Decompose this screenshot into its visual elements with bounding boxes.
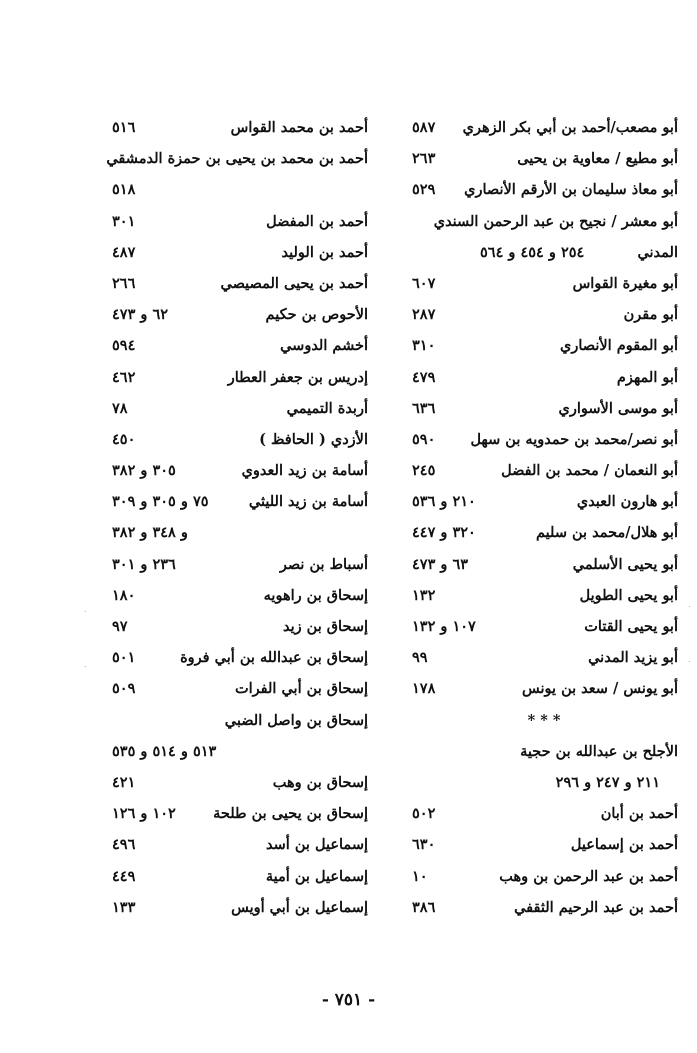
index-entry: [410, 206, 678, 237]
entry-name: أبو هلال/محمد بن سليم: [536, 524, 678, 542]
entry-pages: ٤٥٠: [112, 430, 136, 448]
entry-pages: ٤٤٩: [112, 867, 136, 885]
index-entry: [110, 705, 368, 736]
entry-name: أربدة التميمي: [286, 399, 368, 417]
index-entry: [410, 143, 678, 174]
entry-name: أسامة بن زيد الليثي: [248, 493, 368, 511]
index-entry: [110, 642, 368, 673]
entry-name: أبو مغيرة القواس: [572, 274, 678, 292]
entry-name: أسباط بن نصر: [279, 555, 368, 573]
entry-pages: ١٧٨: [412, 680, 436, 698]
index-entry: [410, 299, 678, 330]
index-entry: [410, 861, 678, 892]
entry-name: أسامة بن زيد العدوي: [241, 462, 368, 480]
entry-name: أبو نصر/محمد بن حمدويه بن سهل: [470, 430, 678, 448]
index-entry: [110, 206, 368, 237]
index-entry: [110, 330, 368, 361]
index-entry: [110, 112, 368, 143]
entry-pages: ٥٩٤: [112, 337, 136, 355]
index-entry: [110, 798, 368, 829]
index-entry: [110, 424, 368, 455]
entry-name: أحمد بن المفضل: [266, 212, 368, 230]
entry-name: أبو المهزم: [616, 368, 678, 386]
index-entry: [110, 455, 368, 486]
index-entry: [410, 486, 678, 517]
entry-name: أحمد بن إسماعيل: [570, 836, 678, 854]
entry-name: أحمد بن محمد بن يحيى بن حمزة الدمشقي: [106, 150, 368, 168]
index-entry: [106, 143, 368, 174]
entry-name: أبو يونس / سعد بن يونس: [521, 680, 678, 698]
index-entry-continuation: [110, 736, 368, 767]
entry-name: إسحاق بن عبدالله بن أبي فروة: [180, 649, 368, 667]
index-entry: [110, 362, 368, 393]
section-separator: [410, 705, 678, 736]
index-entry-continuation: [110, 517, 368, 548]
entry-pages: ٥٢٩: [412, 181, 436, 199]
entry-pages: ٥١٣ و ٥١٤ و ٥٣٥: [112, 742, 217, 760]
scan-speck: .: [84, 605, 87, 614]
index-entry: [410, 736, 678, 767]
entry-name: أبو يحيى الطويل: [579, 586, 678, 604]
right-index-column: [410, 112, 678, 923]
entry-pages: ١٨٠: [112, 586, 136, 604]
index-entry: [410, 455, 678, 486]
entry-pages: ٤٨٧: [112, 243, 136, 261]
entry-pages: ١٣٢: [412, 586, 436, 604]
entry-name: الأزدي ( الحافظ ): [259, 430, 368, 448]
entry-pages: ٢١٠ و ٥٣٦: [412, 493, 476, 511]
index-entry: [410, 549, 678, 580]
separator-stars: * * *: [527, 711, 561, 729]
entry-name: أبو يزيد المدني: [588, 649, 678, 667]
entry-pages: ٦٣٠: [412, 836, 436, 854]
entry-pages: ٩٩: [412, 649, 428, 667]
entry-name: إسحاق بن راهويه: [263, 586, 368, 604]
entry-pages: ٣٠٥ و ٣٨٢: [112, 462, 176, 480]
entry-pages: ٤٢١: [112, 773, 136, 791]
index-entry: [410, 580, 678, 611]
index-entry: [410, 237, 678, 268]
entry-name: أبو هارون العبدي: [576, 493, 678, 511]
entry-name: أبو يحيى القتات: [584, 618, 678, 635]
index-entry: [110, 268, 368, 299]
entry-name: أبو موسى الأسواري: [558, 399, 678, 417]
entry-pages: ١٠٧ و ١٣٢: [412, 618, 476, 635]
entry-pages: ٥٩٠: [412, 430, 436, 448]
entry-pages: ٦٠٧: [412, 274, 436, 292]
index-entry: [110, 829, 368, 860]
entry-pages: ٧٥ و ٣٠٥ و ٣٠٩: [112, 493, 209, 511]
entry-pages: ٦٣ و ٤٧٣: [412, 555, 469, 573]
entry-name: أحمد بن محمد القواس: [230, 119, 368, 136]
entry-name: المدني: [637, 243, 678, 261]
left-index-column: [106, 112, 368, 923]
index-entry: [410, 829, 678, 860]
index-entry: [110, 299, 368, 330]
entry-name: أبو مصعب/أحمد بن أبي بكر الزهري: [462, 119, 678, 136]
entry-pages: و ٣٤٨ و ٣٨٢: [112, 524, 188, 542]
entry-name: أحمد بن الوليد: [281, 243, 368, 261]
entry-name: إسماعيل بن أمية: [265, 867, 368, 885]
index-entry: [110, 767, 368, 798]
index-entry: [110, 393, 368, 424]
entry-name: إسحاق بن أبي الفرات: [234, 680, 368, 698]
entry-name: إسحاق بن وهب: [272, 773, 368, 791]
page-number: - ٧٥١ -: [321, 990, 376, 1010]
scan-speck: .: [688, 600, 691, 609]
index-entry: [410, 393, 678, 424]
entry-pages: ٢١١ و ٢٤٧ و ٢٩٦: [555, 773, 660, 791]
entry-pages: ٦٢ و ٤٧٣: [112, 306, 169, 324]
index-entry: [110, 580, 368, 611]
entry-pages: ٥١٨: [112, 181, 136, 199]
entry-name: أبو النعمان / محمد بن الفضل: [501, 462, 678, 480]
entry-name: إسحاق بن واصل الضبي: [224, 711, 368, 729]
index-entry: [110, 237, 368, 268]
index-entry: [110, 892, 368, 923]
index-entry: [410, 642, 678, 673]
entry-pages: ٢٦٦: [112, 274, 136, 292]
entry-pages: ٤٩٦: [112, 836, 136, 854]
entry-pages: ١٣٣: [112, 898, 136, 916]
entry-pages: ٦٣٦: [412, 399, 436, 417]
index-entry: [410, 362, 678, 393]
scan-speck: .: [84, 660, 87, 669]
entry-name: أبو معاذ سليمان بن الأرقم الأنصاري: [464, 181, 678, 199]
scan-speck: .: [688, 655, 691, 664]
entry-pages: ٣٢٠ و ٤٤٧: [412, 524, 476, 542]
index-entry: [410, 798, 678, 829]
index-entry: [410, 424, 678, 455]
entry-name: إسماعيل بن أبي أويس: [231, 898, 368, 916]
entry-pages: ٥٨٧: [412, 119, 436, 136]
entry-pages: ٢٤٥: [412, 462, 436, 480]
entry-pages: ٥١٦: [112, 119, 136, 136]
index-entry: [410, 112, 678, 143]
entry-name: أبو يحيى الأسلمي: [572, 555, 678, 573]
entry-name: إسماعيل بن أسد: [266, 836, 368, 854]
entry-pages: ٤٧٩: [412, 368, 436, 386]
entry-name: إسحاق بن يحيى بن طلحة: [213, 805, 368, 823]
entry-pages: ٢٣٦ و ٣٠١: [112, 555, 176, 573]
index-entry: [410, 611, 678, 642]
entry-name: الأحوص بن حكيم: [265, 306, 368, 324]
entry-name: أحمد بن عبد الرحمن بن وهب: [499, 867, 678, 885]
entry-name: أبو مقرن: [623, 306, 678, 324]
index-entry-continuation: [110, 174, 368, 205]
entry-name: أخشم الدوسي: [280, 337, 368, 355]
index-entry: [110, 611, 368, 642]
entry-pages: ٢٨٧: [412, 306, 436, 324]
entry-pages: ١٠٢ و ١٢٦: [112, 805, 176, 823]
entry-pages: ٧٨: [112, 399, 128, 417]
index-entry: [410, 268, 678, 299]
entry-pages: ٥٠١: [112, 649, 136, 667]
index-entry: [110, 549, 368, 580]
entry-name: أبو معشر / نجيح بن عبد الرحمن السندي: [433, 212, 678, 230]
entry-name: الأجلح بن عبدالله بن حجية: [520, 742, 678, 760]
entry-name: أحمد بن أبان: [600, 805, 678, 823]
index-entry: [410, 892, 678, 923]
index-entry: [410, 174, 678, 205]
index-entry: [410, 517, 678, 548]
entry-name: أحمد بن عبد الرحيم الثقفي: [514, 898, 678, 916]
index-entry: [110, 861, 368, 892]
entry-pages: ٤٦٢: [112, 368, 136, 386]
entry-pages: ٣٠١: [112, 212, 136, 230]
entry-pages: ٣٨٦: [412, 898, 436, 916]
entry-name: أبو المقوم الأنصاري: [560, 337, 678, 355]
index-entry-continuation: [410, 767, 678, 798]
index-entry: [110, 486, 368, 517]
entry-name: أحمد بن يحيى المصيصي: [220, 274, 368, 292]
entry-pages: ٩٧: [112, 618, 128, 635]
index-entry: [110, 673, 368, 704]
entry-name: إسحاق بن زيد: [282, 618, 368, 635]
entry-pages: ٥٠٢: [412, 805, 436, 823]
entry-pages: ٣١٠: [412, 337, 436, 355]
entry-pages: ٢٦٣: [412, 150, 436, 168]
entry-pages: ٥٠٩: [112, 680, 136, 698]
entry-pages: ٢٥٤ و ٤٥٤ و ٥٦٤: [480, 243, 585, 261]
entry-name: أبو مطيع / معاوية بن يحيى: [517, 150, 678, 168]
entry-pages: ١٠: [412, 867, 428, 885]
index-entry: [410, 673, 678, 704]
entry-name: إدريس بن جعفر العطار: [227, 368, 368, 386]
index-entry: [410, 330, 678, 361]
